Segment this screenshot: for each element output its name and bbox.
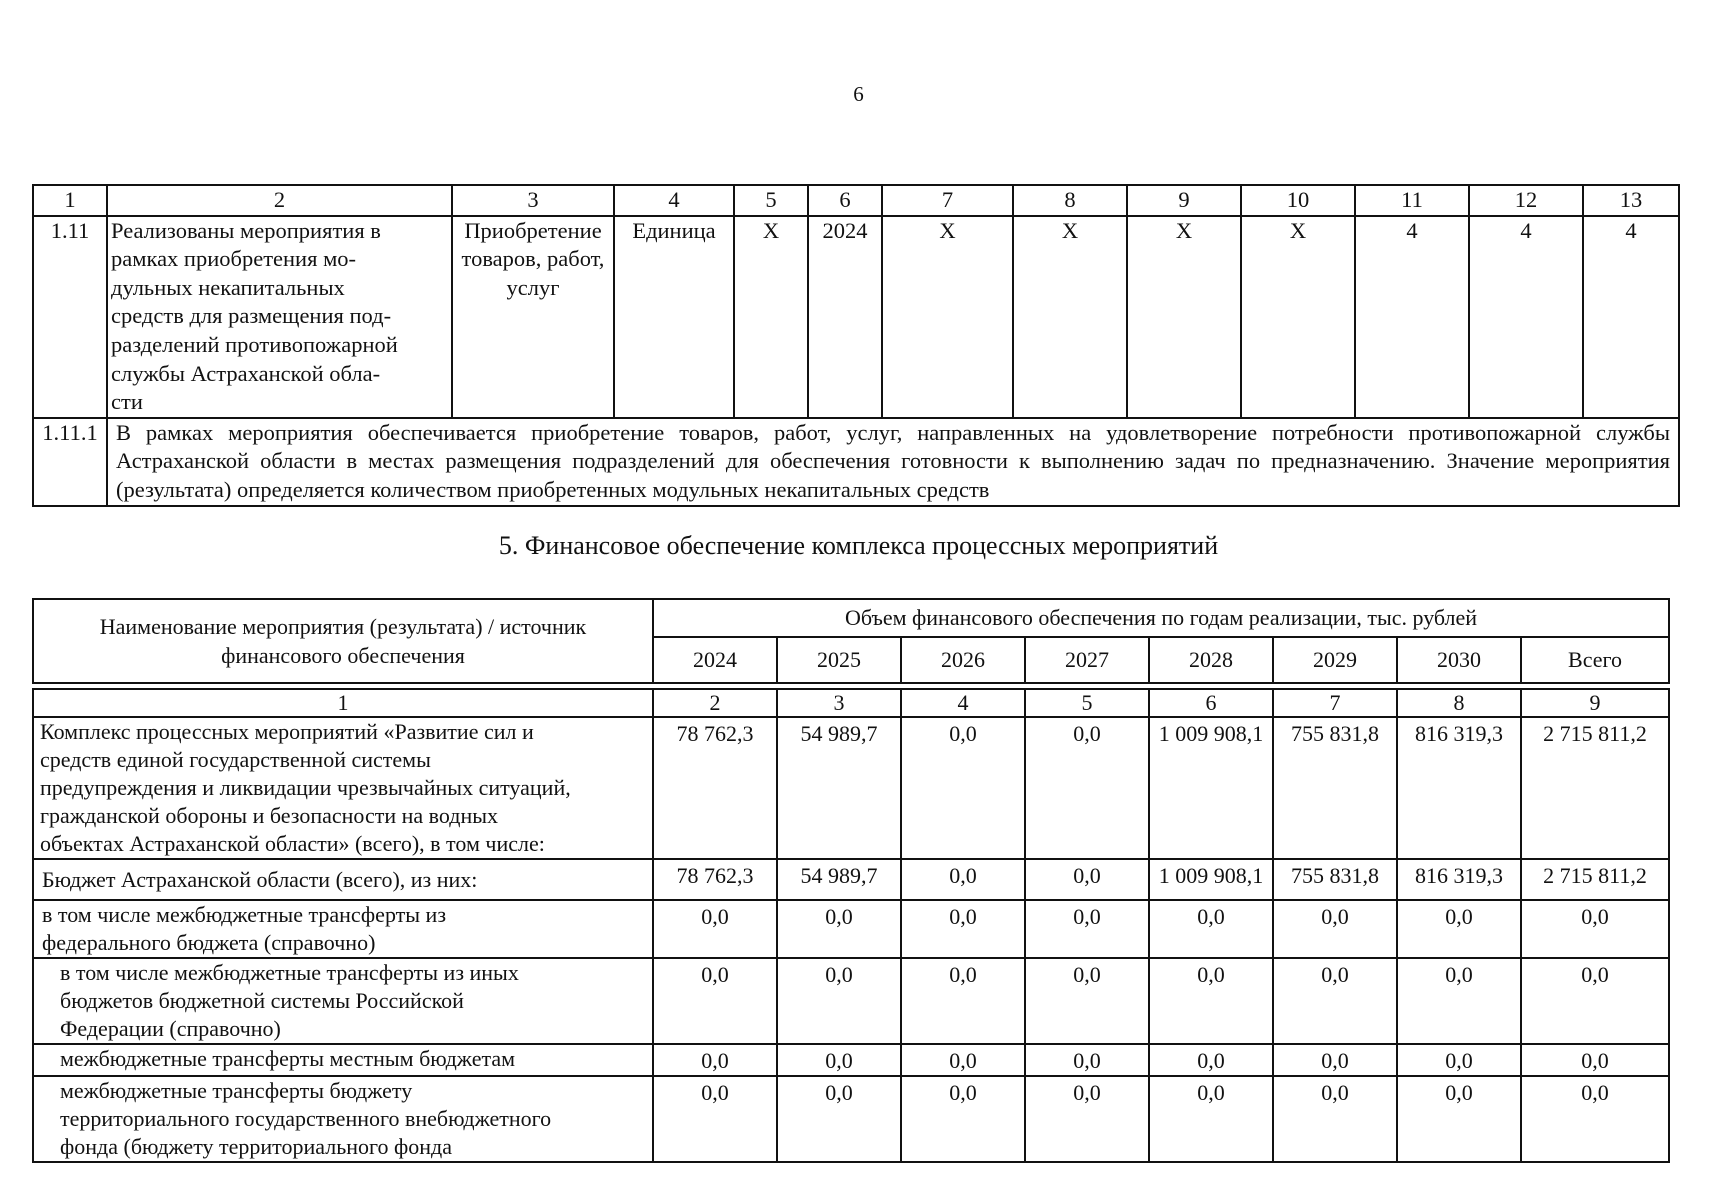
page-number: 6 bbox=[853, 82, 864, 106]
amount-cell: 0,0 bbox=[1273, 1076, 1397, 1162]
result-name-line: сти bbox=[111, 389, 143, 415]
amount-cell: 0,0 bbox=[1397, 1076, 1521, 1162]
result-name-line: рамках приобретения мо- bbox=[111, 246, 357, 272]
result-name-line: Реализованы мероприятия в bbox=[111, 217, 381, 243]
row-name-line: Бюджет Астраханской области (всего), из них: bbox=[42, 866, 478, 892]
amount-cell: 78 762,3 bbox=[653, 859, 777, 900]
amount-cell: 0,0 bbox=[1273, 958, 1397, 1044]
amount-cell: 0,0 bbox=[1149, 900, 1273, 958]
row-name-line: в том числе межбюджетные трансферты из иных bbox=[60, 960, 519, 985]
column-number: 7 bbox=[882, 185, 1013, 216]
column-number: 1 bbox=[33, 185, 107, 216]
result-cell: Х bbox=[1127, 216, 1241, 418]
financing-row-name bbox=[33, 1044, 653, 1076]
amount-cell: 0,0 bbox=[901, 1044, 1025, 1076]
financing-row bbox=[33, 859, 1669, 900]
amount-cell: 0,0 bbox=[1149, 958, 1273, 1044]
result-type-line: товаров, работ, bbox=[461, 246, 605, 272]
row-name-line: Федерации (справочно) bbox=[60, 1016, 281, 1041]
column-number: 12 bbox=[1469, 185, 1583, 216]
amount-cell: 78 762,3 bbox=[653, 717, 777, 859]
amount-cell: 0,0 bbox=[901, 1076, 1025, 1162]
financing-row bbox=[33, 717, 1669, 859]
row-name-line: фонда (бюджету территориального фонда bbox=[60, 1134, 452, 1159]
year-header: 2030 bbox=[1397, 637, 1521, 683]
column-number: 6 bbox=[1149, 689, 1273, 717]
column-number: 3 bbox=[777, 689, 901, 717]
row-name-line: средств единой государственной системы bbox=[40, 747, 431, 772]
result-name-line: дульных некапитальных bbox=[111, 274, 345, 300]
result-cell: Х bbox=[1013, 216, 1127, 418]
amount-cell: 0,0 bbox=[777, 1044, 901, 1076]
column-number-row bbox=[33, 185, 1679, 216]
column-number: 3 bbox=[452, 185, 614, 216]
amount-cell: 0,0 bbox=[777, 1076, 901, 1162]
amount-cell: 0,0 bbox=[901, 859, 1025, 900]
year-header: 2025 bbox=[777, 637, 901, 683]
total-cell: 0,0 bbox=[1521, 900, 1669, 958]
result-type-line: Приобретение bbox=[464, 217, 602, 243]
column-number: 8 bbox=[1013, 185, 1127, 216]
row-name-line: федерального бюджета (справочно) bbox=[42, 930, 376, 955]
financing-row bbox=[33, 900, 1669, 958]
amount-cell: 0,0 bbox=[1397, 1044, 1521, 1076]
year-header: 2029 bbox=[1273, 637, 1397, 683]
column-number: 8 bbox=[1397, 689, 1521, 717]
column-number: 10 bbox=[1241, 185, 1355, 216]
financing-row-name bbox=[33, 717, 653, 859]
result-cell: Х bbox=[734, 216, 808, 418]
result-name-line: службы Астраханской обла- bbox=[111, 360, 381, 386]
years-group-header: Объем финансового обеспечения по годам реализации, тыс. рублей bbox=[653, 599, 1669, 637]
amount-cell: 1 009 908,1 bbox=[1149, 859, 1273, 900]
amount-cell: 816 319,3 bbox=[1397, 859, 1521, 900]
row-name-line: гражданской обороны и безопасности на водных bbox=[40, 803, 499, 828]
row-name-line: территориального государственного внебюджетного bbox=[60, 1106, 552, 1131]
amount-cell: 0,0 bbox=[1397, 900, 1521, 958]
result-cell: 4 bbox=[1469, 216, 1583, 418]
financing-row bbox=[33, 958, 1669, 1044]
name-header-line: Наименование мероприятия (результата) / источник bbox=[99, 614, 587, 639]
row-name-line: межбюджетные трансферты бюджету bbox=[60, 1078, 413, 1103]
result-cell: Х bbox=[1241, 216, 1355, 418]
row-name-line: объектах Астраханской области» (всего), в том числе: bbox=[40, 831, 545, 856]
amount-cell: 1 009 908,1 bbox=[1149, 717, 1273, 859]
column-number: 9 bbox=[1521, 689, 1669, 717]
column-number: 5 bbox=[1025, 689, 1149, 717]
financing-row-name bbox=[33, 958, 653, 1044]
total-cell: 0,0 bbox=[1521, 958, 1669, 1044]
column-number: 2 bbox=[653, 689, 777, 717]
amount-cell: 755 831,8 bbox=[1273, 859, 1397, 900]
result-name bbox=[107, 216, 452, 418]
column-number: 5 bbox=[734, 185, 808, 216]
result-name-line: разделений противопожарной bbox=[111, 331, 398, 357]
total-cell: 2 715 811,2 bbox=[1521, 859, 1669, 900]
result-cell: 4 bbox=[1583, 216, 1679, 418]
result-row bbox=[33, 216, 1679, 418]
result-description: В рамках мероприятия обеспечивается приобретение товаров, работ, услуг, направленных на удовлетворение потребности противопожарной службы Астраханской области в местах размещения подразделений для обеспечения готовности к выполнению задач по предназначению. Значение мероприятия (результата) определяется количеством приобретенных модульных некапитальных средств bbox=[107, 418, 1679, 506]
financing-row bbox=[33, 1044, 1669, 1076]
amount-cell: 0,0 bbox=[653, 1044, 777, 1076]
row-name-line: в том числе межбюджетные трансферты из bbox=[42, 902, 447, 927]
amount-cell: 755 831,8 bbox=[1273, 717, 1397, 859]
result-subnumber: 1.11.1 bbox=[33, 418, 107, 506]
result-cell: Х bbox=[882, 216, 1013, 418]
financing-row-name bbox=[33, 900, 653, 958]
column-number: 4 bbox=[901, 689, 1025, 717]
column-number: 4 bbox=[614, 185, 734, 216]
amount-cell: 0,0 bbox=[1397, 958, 1521, 1044]
amount-cell: 0,0 bbox=[777, 900, 901, 958]
amount-cell: 0,0 bbox=[653, 900, 777, 958]
total-cell: 2 715 811,2 bbox=[1521, 717, 1669, 859]
amount-cell: 0,0 bbox=[1025, 1044, 1149, 1076]
amount-cell: 0,0 bbox=[1025, 717, 1149, 859]
amount-cell: 54 989,7 bbox=[777, 859, 901, 900]
column-number: 1 bbox=[33, 689, 653, 717]
row-name-line: Комплекс процессных мероприятий «Развитие сил и bbox=[40, 719, 534, 744]
column-number: 2 bbox=[107, 185, 452, 216]
column-number: 9 bbox=[1127, 185, 1241, 216]
result-unit: Единица bbox=[614, 216, 734, 418]
amount-cell: 0,0 bbox=[901, 900, 1025, 958]
amount-cell: 0,0 bbox=[1025, 900, 1149, 958]
amount-cell: 0,0 bbox=[777, 958, 901, 1044]
results-table bbox=[32, 184, 1680, 507]
name-header-line: финансового обеспечения bbox=[221, 643, 465, 668]
column-number: 11 bbox=[1355, 185, 1469, 216]
amount-cell: 0,0 bbox=[901, 958, 1025, 1044]
result-type-line: услуг bbox=[506, 274, 560, 300]
amount-cell: 0,0 bbox=[901, 717, 1025, 859]
row-name-line: предупреждения и ликвидации чрезвычайных ситуаций, bbox=[40, 775, 571, 800]
column-number: 13 bbox=[1583, 185, 1679, 216]
financing-row-name bbox=[33, 1076, 653, 1162]
amount-cell: 0,0 bbox=[653, 958, 777, 1044]
amount-cell: 0,0 bbox=[653, 1076, 777, 1162]
amount-cell: 54 989,7 bbox=[777, 717, 901, 859]
result-description-row bbox=[33, 418, 1679, 506]
amount-cell: 0,0 bbox=[1149, 1044, 1273, 1076]
result-name-line: средств для размещения под- bbox=[111, 303, 392, 329]
year-header: 2028 bbox=[1149, 637, 1273, 683]
financing-row bbox=[33, 1076, 1669, 1162]
name-column-header bbox=[33, 599, 653, 683]
column-number-row bbox=[33, 689, 1669, 717]
column-number: 7 bbox=[1273, 689, 1397, 717]
amount-cell: 0,0 bbox=[1025, 1076, 1149, 1162]
total-cell: 0,0 bbox=[1521, 1076, 1669, 1162]
result-type bbox=[452, 216, 614, 418]
row-name-line: бюджетов бюджетной системы Российской bbox=[60, 988, 464, 1013]
amount-cell: 0,0 bbox=[1273, 1044, 1397, 1076]
total-header: Всего bbox=[1521, 637, 1669, 683]
total-cell: 0,0 bbox=[1521, 1044, 1669, 1076]
year-header: 2027 bbox=[1025, 637, 1149, 683]
year-header: 2026 bbox=[901, 637, 1025, 683]
column-number: 6 bbox=[808, 185, 882, 216]
year-header: 2024 bbox=[653, 637, 777, 683]
section-title: 5. Финансовое обеспечение комплекса процессных мероприятий bbox=[498, 531, 1219, 560]
row-name-line: межбюджетные трансферты местным бюджетам bbox=[60, 1046, 516, 1071]
financing-row-name bbox=[33, 859, 653, 900]
result-cell: 2024 bbox=[808, 216, 882, 418]
amount-cell: 816 319,3 bbox=[1397, 717, 1521, 859]
amount-cell: 0,0 bbox=[1273, 900, 1397, 958]
amount-cell: 0,0 bbox=[1025, 859, 1149, 900]
financing-header-row bbox=[33, 599, 1669, 637]
amount-cell: 0,0 bbox=[1149, 1076, 1273, 1162]
financing-table bbox=[32, 598, 1670, 1163]
amount-cell: 0,0 bbox=[1025, 958, 1149, 1044]
result-cell: 4 bbox=[1355, 216, 1469, 418]
result-number: 1.11 bbox=[33, 216, 107, 418]
